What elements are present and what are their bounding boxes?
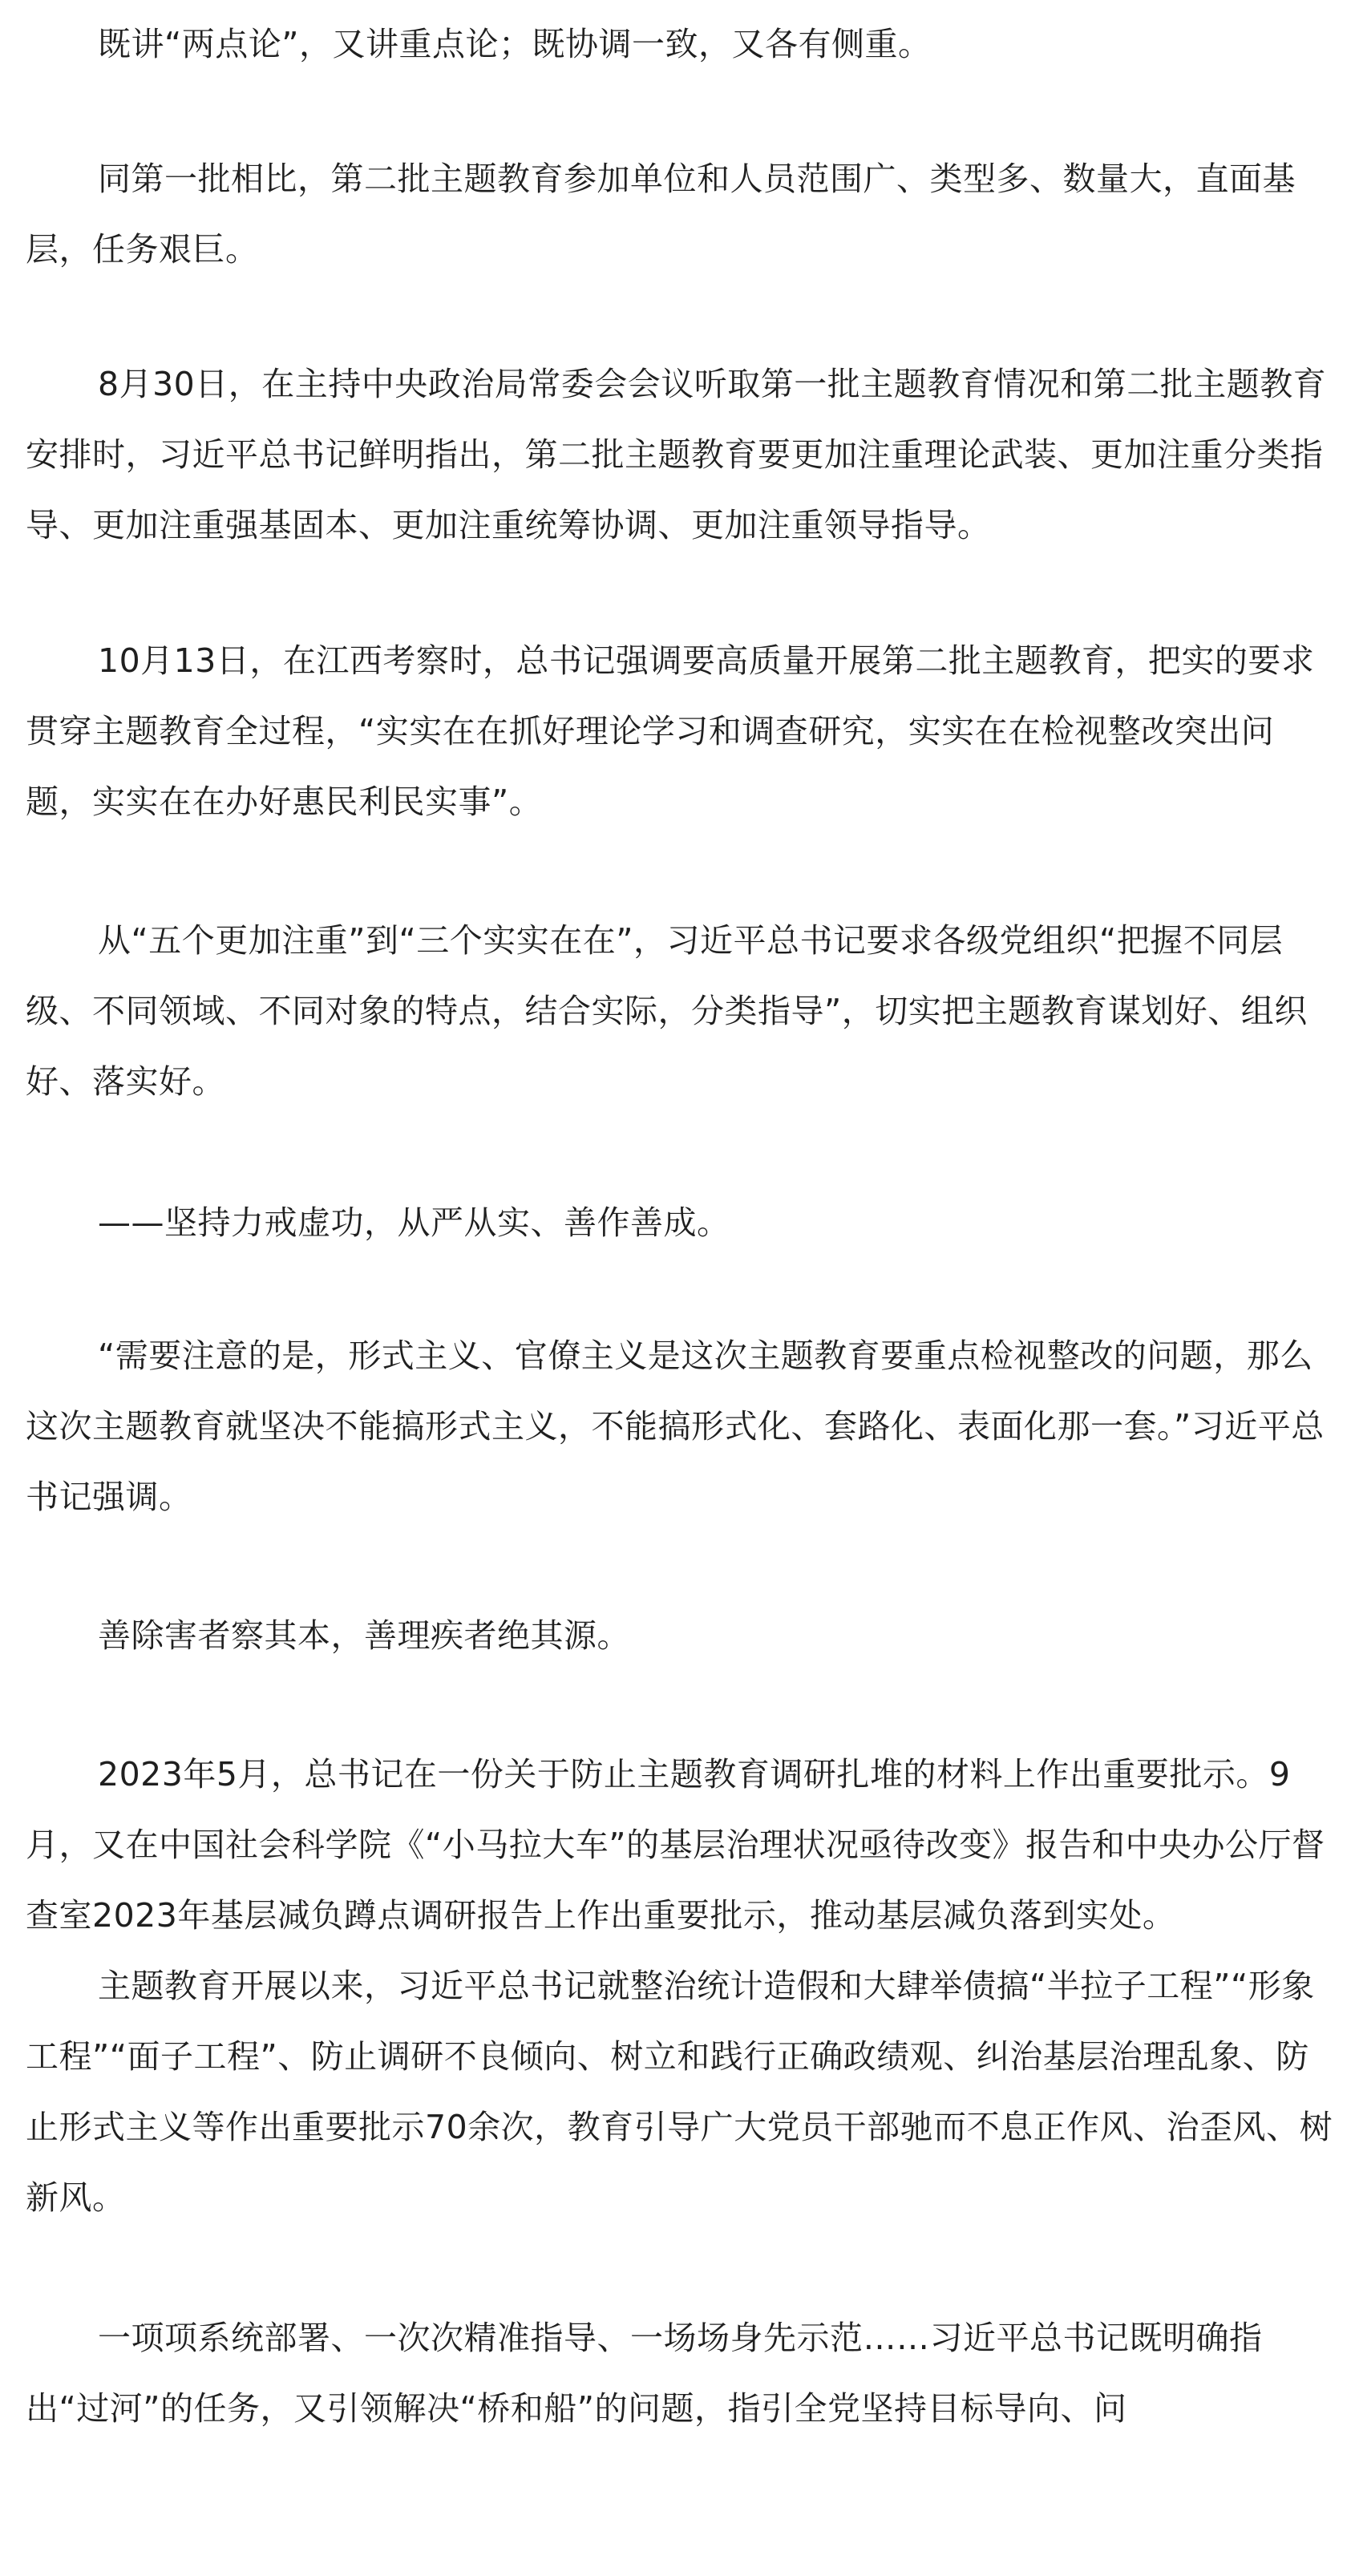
paragraph: 10月13日，在江西考察时，总书记强调要高质量开展第二批主题教育，把实的要求贯穿主题教育全过程，“实实在在抓好理论学习和调查研究，实实在在检视整改突出问题，实实在在办好惠民利民实事”。: [26, 641, 1315, 821]
paragraph: 同第一批相比，第二批主题教育参加单位和人员范围广、类型多、数量大，直面基层，任务艰巨。: [26, 160, 1296, 269]
paragraph: 既讲“两点论”，又讲重点论；既协调一致，又各有侧重。: [98, 25, 932, 63]
paragraph: 2023年5月，总书记在一份关于防止主题教育调研扎堆的材料上作出重要批示。9月，又在中国社会科学院《“小马拉大车”的基层治理状况亟待改变》报告和中央办公厅督查室2023年基层减负蹲点调研报告上作出重要批示，推动基层减负落到实处。: [26, 1755, 1325, 1935]
section-heading: ——坚持力戒虚功，从严从实、善作善成。: [98, 1203, 730, 1242]
paragraph: 从“五个更加注重”到“三个实实在在”，习近平总书记要求各级党组织“把握不同层级、不同领域、不同对象的特点，结合实际，分类指导”，切实把主题教育谋划好、组织好、落实好。: [26, 921, 1308, 1101]
paragraph: 一项项系统部署、一次次精准指导、一场场身先示范……习近平总书记既明确指出“过河”的任务，又引领解决“桥和船”的问题，指引全党坚持目标导向、问: [26, 2319, 1263, 2428]
paragraph: “需要注意的是，形式主义、官僚主义是这次主题教育要重点检视整改的问题，那么这次主题教育就坚决不能搞形式主义，不能搞形式化、套路化、表面化那一套。”习近平总书记强调。: [26, 1337, 1325, 1516]
paragraph: 8月30日，在主持中央政治局常委会会议听取第一批主题教育情况和第二批主题教育安排时，习近平总书记鲜明指出，第二批主题教育要更加注重理论武装、更加注重分类指导、更加注重强基固本、更加注重统筹协调、更加注重领导指导。: [26, 365, 1327, 544]
paragraph: 主题教育开展以来，习近平总书记就整治统计造假和大肆举债搞“半拉子工程”“形象工程”“面子工程”、防止调研不良倾向、树立和践行正确政绩观、纠治基层治理乱象、防止形式主义等作出重要批示70余次，教育引导广大党员干部驰而不息正作风、治歪风、树新风。: [26, 1967, 1333, 2217]
paragraph: 善除害者察其本，善理疾者绝其源。: [98, 1616, 630, 1655]
